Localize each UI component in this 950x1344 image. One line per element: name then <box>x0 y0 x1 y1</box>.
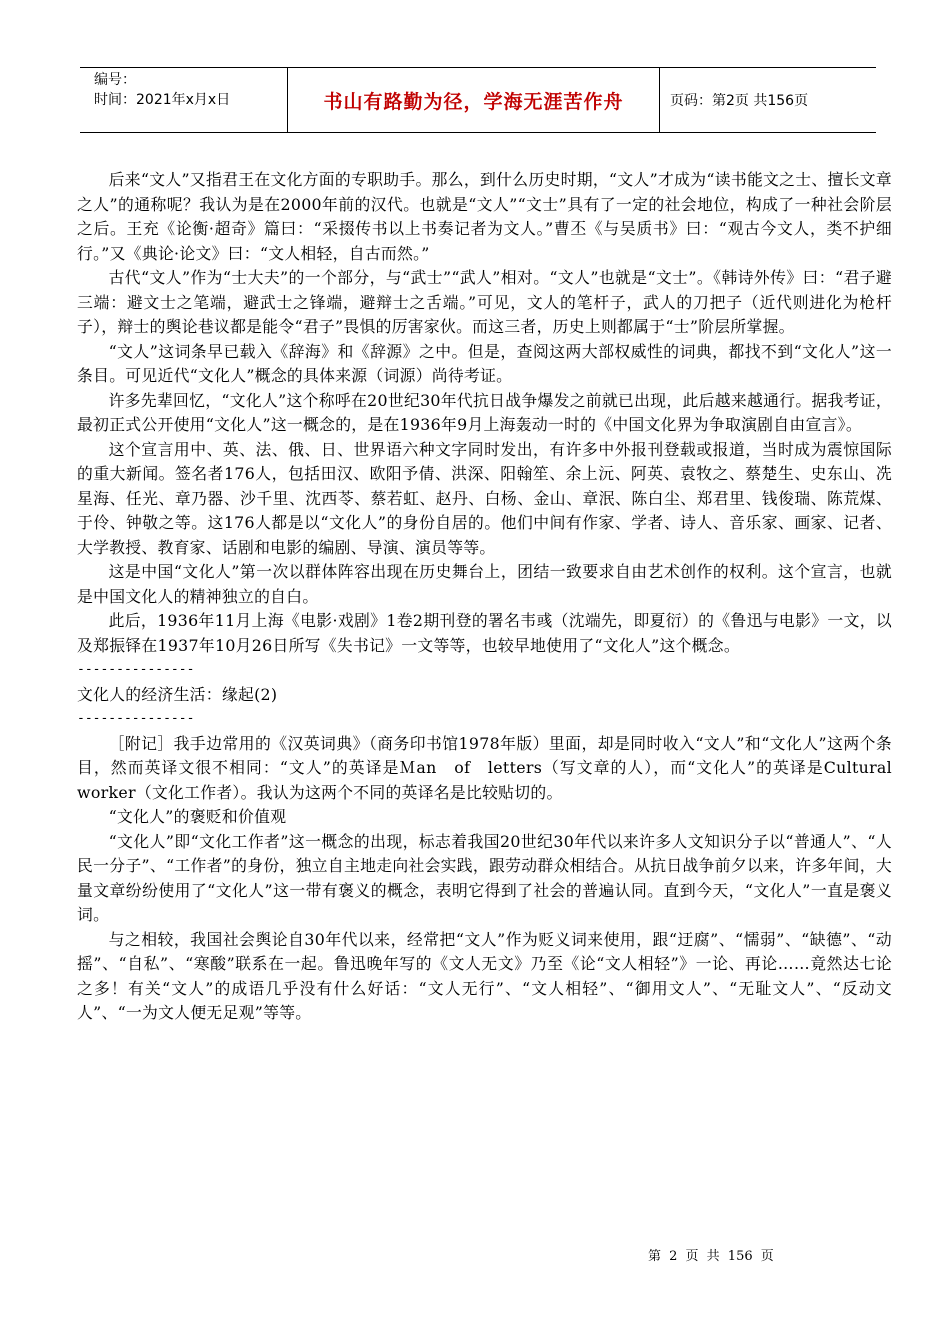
body-paragraph: 后来“文人”又指君王在文化方面的专职助手。那么，到什么历史时期，“文人”才成为“读书能文之士、擅长文章之人”的通称呢？我认为是在2000年前的汉代。也就是“文人”“文士”具有了一定的社会地位，构成了一种社会阶层之后。王充《论衡·超奇》篇曰：“采掇传书以上书奏记者为文人。”曹丕《与吴质书》曰：“观古今文人，类不护细行。”又《典论·论文》曰：“文人相轻，自古而然。” <box>77 170 892 263</box>
document-body <box>77 168 909 1026</box>
body-paragraph: ［附记］我手边常用的《汉英词典》（商务印书馆1978年版）里面，却是同时收入“文人”和“文化人”这两个条目，然而英译文很不相同：“文人”的英译是Ｍan of letters（写文章的人），而“文化人”的英译是Cultural worker（文化工作者）。我认为这两个不同的英译名是比较贴切的。 <box>77 733 909 802</box>
body-paragraph: 与之相较，我国社会舆论自30年代以来，经常把“文人”作为贬义词来使用，跟“迂腐”、“懦弱”、“缺德”、“动摇”、“自私”、“寒酸”联系在一起。鲁迅晚年写的《文人无文》乃至《论“文人相轻”》一论、再论……竟然达七论之多！有关“文人”的成语几乎没有什么好话：“文人无行”、“文人相轻”、“御用文人”、“无耻文人”、“反动文人”、“一为文人便无足观”等等。 <box>77 929 892 1022</box>
body-paragraph: “文人”这词条早已载入《辞海》和《辞源》之中。但是，查阅这两大部权威性的词典，都找不到“文化人”这一条目。可见近代“文化人”概念的具体来源（词源）尚待考证。 <box>77 341 892 385</box>
separator-line: --------------- <box>77 662 195 677</box>
body-paragraph: 古代“文人”作为“士大夫”的一个部分，与“武士”“武人”相对。“文人”也就是“文士”。《韩诗外传》曰：“君子避三端：避文士之笔端，避武士之锋端，避辩士之舌端。”可见，文人的笔杆子，武人的刀把子（近代则进化为枪杆子），辩士的舆论巷议都是能令“君子”畏惧的厉害家伙。而这三者，历史上则都属于“士”阶层所掌握。 <box>77 268 892 336</box>
page-footer: 第 2 页 共 156 页 <box>648 1249 774 1264</box>
body-paragraph: “文化人”即“文化工作者”这一概念的出现，标志着我国20世纪30年代以来许多人文知识分子以“普通人”、“人民一分子”、“工作者”的身份，独立自主地走向社会实践，跟劳动群众相结合。从抗日战争前夕以来，许多年间，大量文章纷纷使用了“文化人”这一带有褒义的概念，表明它得到了社会的普遍认同。直到今天，“文化人”一直是褒义词。 <box>77 831 892 924</box>
section-title: 文化人的经济生活：缘起(2) <box>77 684 278 704</box>
body-paragraph: 这是中国“文化人”第一次以群体阵容出现在历史舞台上，团结一致要求自由艺术创作的权利。这个宣言，也就是中国文化人的精神独立的自白。 <box>77 562 892 606</box>
separator-line: --------------- <box>77 711 195 726</box>
time-label: 时间：2021年x月x日 <box>94 92 231 108</box>
header-meta-cell <box>80 68 287 132</box>
document-header <box>80 67 876 133</box>
header-motto: 书山有路勤为径，学海无涯苦作舟 <box>287 68 660 132</box>
body-paragraph: 这个宣言用中、英、法、俄、日、世界语六种文字同时发出，有许多中外报刊登载或报道，当时成为震惊国际的重大新闻。签名者176人，包括田汉、欧阳予倩、洪深、阳翰笙、余上沅、阿英、袁牧之、蔡楚生、史东山、冼星海、任光、章乃器、沙千里、沈西苓、蔡若虹、赵丹、白杨、金山、章泯、陈白尘、郑君里、钱俊瑞、陈荒煤、于伶、钟敬之等。这176人都是以“文化人”的身份自居的。他们中间有作家、学者、诗人、音乐家、画家、记者、大学教授、教育家、话剧和电影的编剧、导演、演员等等。 <box>77 439 892 557</box>
header-page-label: 页码：第2页 共156页 <box>670 93 809 109</box>
body-paragraph: 许多先辈回忆，“文化人”这个称呼在20世纪30年代抗日战争爆发之前就已出现，此后越来越通行。据我考证，最初正式公开使用“文化人”这一概念的，是在1936年9月上海轰动一时的《中国文化界为争取演剧自由宣言》。 <box>77 390 892 434</box>
subheading: “文化人”的褒贬和价值观 <box>108 807 287 826</box>
body-paragraph: 此后，1936年11月上海《电影·戏剧》1卷2期刊登的署名韦彧（沈端先，即夏衍）的《鲁迅与电影》一文，以及郑振铎在1937年10月26日所写《失书记》一文等等，也较早地使用了“文化人”这个概念。 <box>77 611 892 655</box>
number-label: 编号： <box>94 72 136 88</box>
